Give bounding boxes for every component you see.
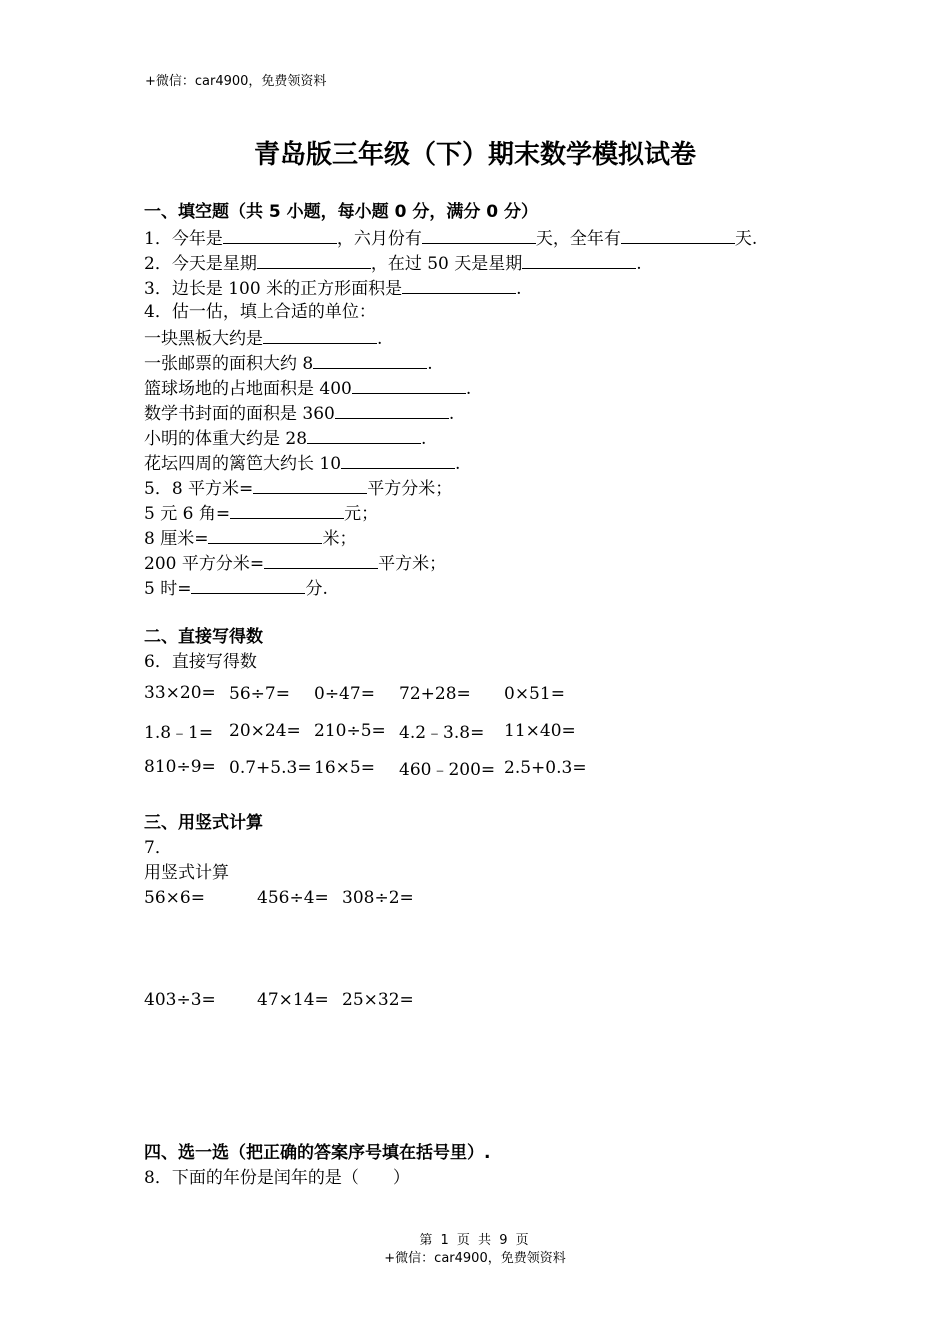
q2-text-a: 2．今天是星期	[144, 254, 257, 274]
q5-item-unit: 米；	[322, 529, 357, 549]
calc-cell: 810÷9=	[144, 757, 216, 777]
q2-text-b: ，在过 50 天是星期	[370, 254, 523, 274]
q3-text-a: 3．边长是 100 米的正方形面积是	[144, 279, 403, 299]
q5-item-unit: 平方分米；	[367, 479, 453, 499]
calc-cell: 460﹣200=	[399, 760, 496, 780]
calc-cell: 1.8﹣1=	[144, 723, 214, 743]
q5-item	[144, 575, 824, 600]
calc-cell: 2.5+0.3=	[504, 757, 587, 778]
calc-cell: 33×20=	[144, 683, 216, 703]
q3-text-b: .	[516, 279, 522, 299]
q4-item-end: .	[421, 429, 427, 449]
question-4-intro: 4．估一估，填上合适的单位：	[144, 302, 376, 322]
q4-item-end: .	[465, 379, 472, 399]
q4-item-end: .	[377, 329, 383, 349]
q5-item	[144, 500, 824, 525]
calc-cell: 210÷5=	[314, 720, 386, 741]
q4-item	[144, 425, 824, 450]
question-7: 7．	[144, 838, 172, 858]
vertical-calc-item: 403÷3=	[144, 990, 216, 1010]
calc-cell: 0.7+5.3=	[229, 757, 312, 778]
q5-item-text: 5 时=	[144, 579, 192, 599]
section-2-heading: 二、直接写得数	[144, 627, 263, 647]
table-row	[144, 675, 604, 712]
table-row	[144, 712, 604, 749]
answer-blank[interactable]	[402, 275, 516, 294]
answer-blank[interactable]	[621, 225, 735, 244]
vertical-calc-item: 47×14=	[257, 990, 329, 1010]
calc-cell: 56÷7=	[229, 683, 290, 704]
q4-item-end: .	[448, 404, 455, 424]
work-space	[144, 911, 824, 988]
question-3	[144, 275, 824, 300]
answer-blank[interactable]	[422, 225, 536, 244]
question-1	[144, 225, 824, 250]
q2-text-c: .	[636, 254, 642, 274]
watermark-top: +微信：car4900，免费领资料	[145, 74, 327, 89]
table-row	[144, 749, 604, 786]
vertical-calc-item: 308÷2=	[342, 888, 414, 908]
q4-item	[144, 450, 824, 475]
q4-item-text: 花坛四周的篱笆大约长 10	[144, 454, 342, 474]
vertical-calc-row-2	[144, 988, 824, 1013]
watermark-bottom: +微信：car4900，免费领资料	[384, 1251, 566, 1266]
calc-cell: 16×5=	[314, 757, 375, 778]
spacer	[144, 786, 824, 811]
page-number: 第 1 页 共 9 页	[419, 1233, 531, 1248]
q4-item-text: 小明的体重大约是 28	[144, 429, 308, 449]
q5-item-unit: 平方米；	[378, 554, 447, 574]
q5-item-text: 5 元 6 角=	[144, 504, 231, 524]
q4-item-end: .	[455, 454, 461, 474]
answer-blank[interactable]	[191, 575, 305, 594]
question-2	[144, 250, 824, 275]
calc-cell: 4.2﹣3.8=	[399, 723, 485, 743]
question-7-sub: 用竖式计算	[144, 863, 229, 883]
q5-item	[144, 550, 824, 575]
answer-blank[interactable]	[352, 375, 466, 394]
q5-item-text: 8 厘米=	[144, 529, 209, 549]
calc-cell: 11×40=	[504, 720, 576, 741]
exam-title: 青岛版三年级（下）期末数学模拟试卷	[253, 140, 696, 170]
mental-math-table	[144, 675, 604, 786]
exam-content	[144, 200, 824, 1191]
vertical-calc-item: 56×6=	[144, 888, 205, 908]
answer-blank[interactable]	[253, 475, 367, 494]
q1-text-d: 天.	[734, 229, 758, 249]
spacer	[144, 600, 824, 625]
q1-text-b: ，六月份有	[336, 229, 422, 249]
q4-item	[144, 400, 824, 425]
q4-item-end: .	[427, 354, 433, 374]
work-space	[144, 1013, 824, 1141]
q4-item-text: 一块黑板大约是	[144, 329, 263, 349]
answer-blank[interactable]	[223, 225, 337, 244]
calc-cell: 72+28=	[399, 683, 471, 704]
q5-item-text: 5．8 平方米=	[144, 479, 254, 499]
q4-item-text: 篮球场地的占地面积是 400	[144, 379, 352, 399]
answer-blank[interactable]	[230, 500, 344, 519]
answer-blank[interactable]	[264, 550, 378, 569]
q5-item-unit: 元；	[344, 504, 379, 524]
answer-blank[interactable]	[313, 350, 427, 369]
q5-item-text: 200 平方分米=	[144, 554, 265, 574]
answer-blank[interactable]	[307, 425, 421, 444]
vertical-calc-row-1	[144, 886, 824, 911]
answer-blank[interactable]	[335, 400, 449, 419]
question-6: 6．直接写得数	[144, 652, 257, 672]
vertical-calc-item: 456÷4=	[257, 888, 329, 908]
section-4-heading: 四、选一选（把正确的答案序号填在括号里）.	[144, 1143, 491, 1163]
q4-item	[144, 375, 824, 400]
q4-item	[144, 350, 824, 375]
q4-item	[144, 325, 824, 350]
section-3-heading: 三、用竖式计算	[144, 813, 263, 833]
calc-cell: 0÷47=	[314, 683, 375, 704]
q1-text-a: 1．今年是	[144, 229, 223, 249]
q5-item-unit: 分.	[305, 579, 328, 599]
answer-blank[interactable]	[341, 450, 455, 469]
section-1-heading: 一、填空题（共 5 小题，每小题 0 分，满分 0 分）	[144, 202, 538, 222]
answer-blank[interactable]	[263, 325, 377, 344]
q4-item-text: 数学书封面的面积是 360	[144, 404, 335, 424]
q1-text-c: 天，全年有	[535, 229, 621, 249]
question-8: 8．下面的年份是闰年的是（ ）	[144, 1168, 410, 1188]
answer-blank[interactable]	[257, 250, 371, 269]
q5-item	[144, 525, 824, 550]
answer-blank[interactable]	[208, 525, 322, 544]
q5-item	[144, 475, 824, 500]
calc-cell: 0×51=	[504, 683, 565, 704]
vertical-calc-item: 25×32=	[342, 990, 414, 1010]
q4-item-text: 一张邮票的面积大约 8	[144, 354, 314, 374]
answer-blank[interactable]	[522, 250, 636, 269]
calc-cell: 20×24=	[229, 720, 301, 741]
